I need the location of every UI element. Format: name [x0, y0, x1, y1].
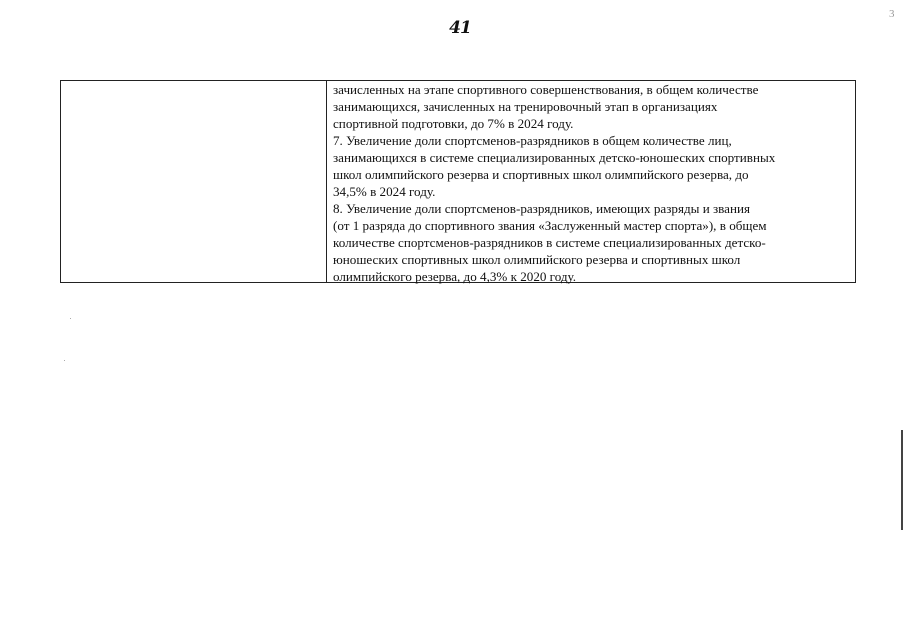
text-line: занимающихся, зачисленных на тренировочный этап в организациях [333, 99, 718, 114]
text-line: зачисленных на этапе спортивного совершенствования, в общем количестве [333, 82, 759, 97]
text-line: количестве спортсменов-разрядников в системе специализированных детско- [333, 235, 766, 250]
corner-mark: 3 [889, 8, 895, 20]
table-cell-left [61, 81, 327, 282]
text-line: спортивной подготовки, до 7% в 2024 году. [333, 116, 574, 131]
text-line: 34,5% в 2024 году. [333, 184, 436, 199]
text-line: 8. Увеличение доли спортсменов-разрядников, имеющих разряды и звания [333, 201, 751, 216]
scan-speck [64, 360, 65, 361]
table-cell-right [327, 81, 855, 282]
text-line: 7. Увеличение доли спортсменов-разрядников в общем количестве лиц, [333, 133, 732, 148]
indicators-table [60, 80, 856, 283]
scan-speck [70, 318, 71, 319]
page-number: 41 [449, 18, 471, 38]
text-line: школ олимпийского резерва и спортивных школ олимпийского резерва, до [333, 167, 749, 182]
text-line: юношеских спортивных школ олимпийского резерва и спортивных школ [333, 252, 741, 267]
text-line: занимающихся в системе специализированных детско-юношеских спортивных [333, 150, 776, 165]
scan-edge-mark [901, 430, 903, 530]
text-line: олимпийского резерва, до 4,3% к 2020 году. [333, 269, 577, 284]
text-line: (от 1 разряда до спортивного звания «Заслуженный мастер спорта»), в общем [333, 218, 767, 233]
